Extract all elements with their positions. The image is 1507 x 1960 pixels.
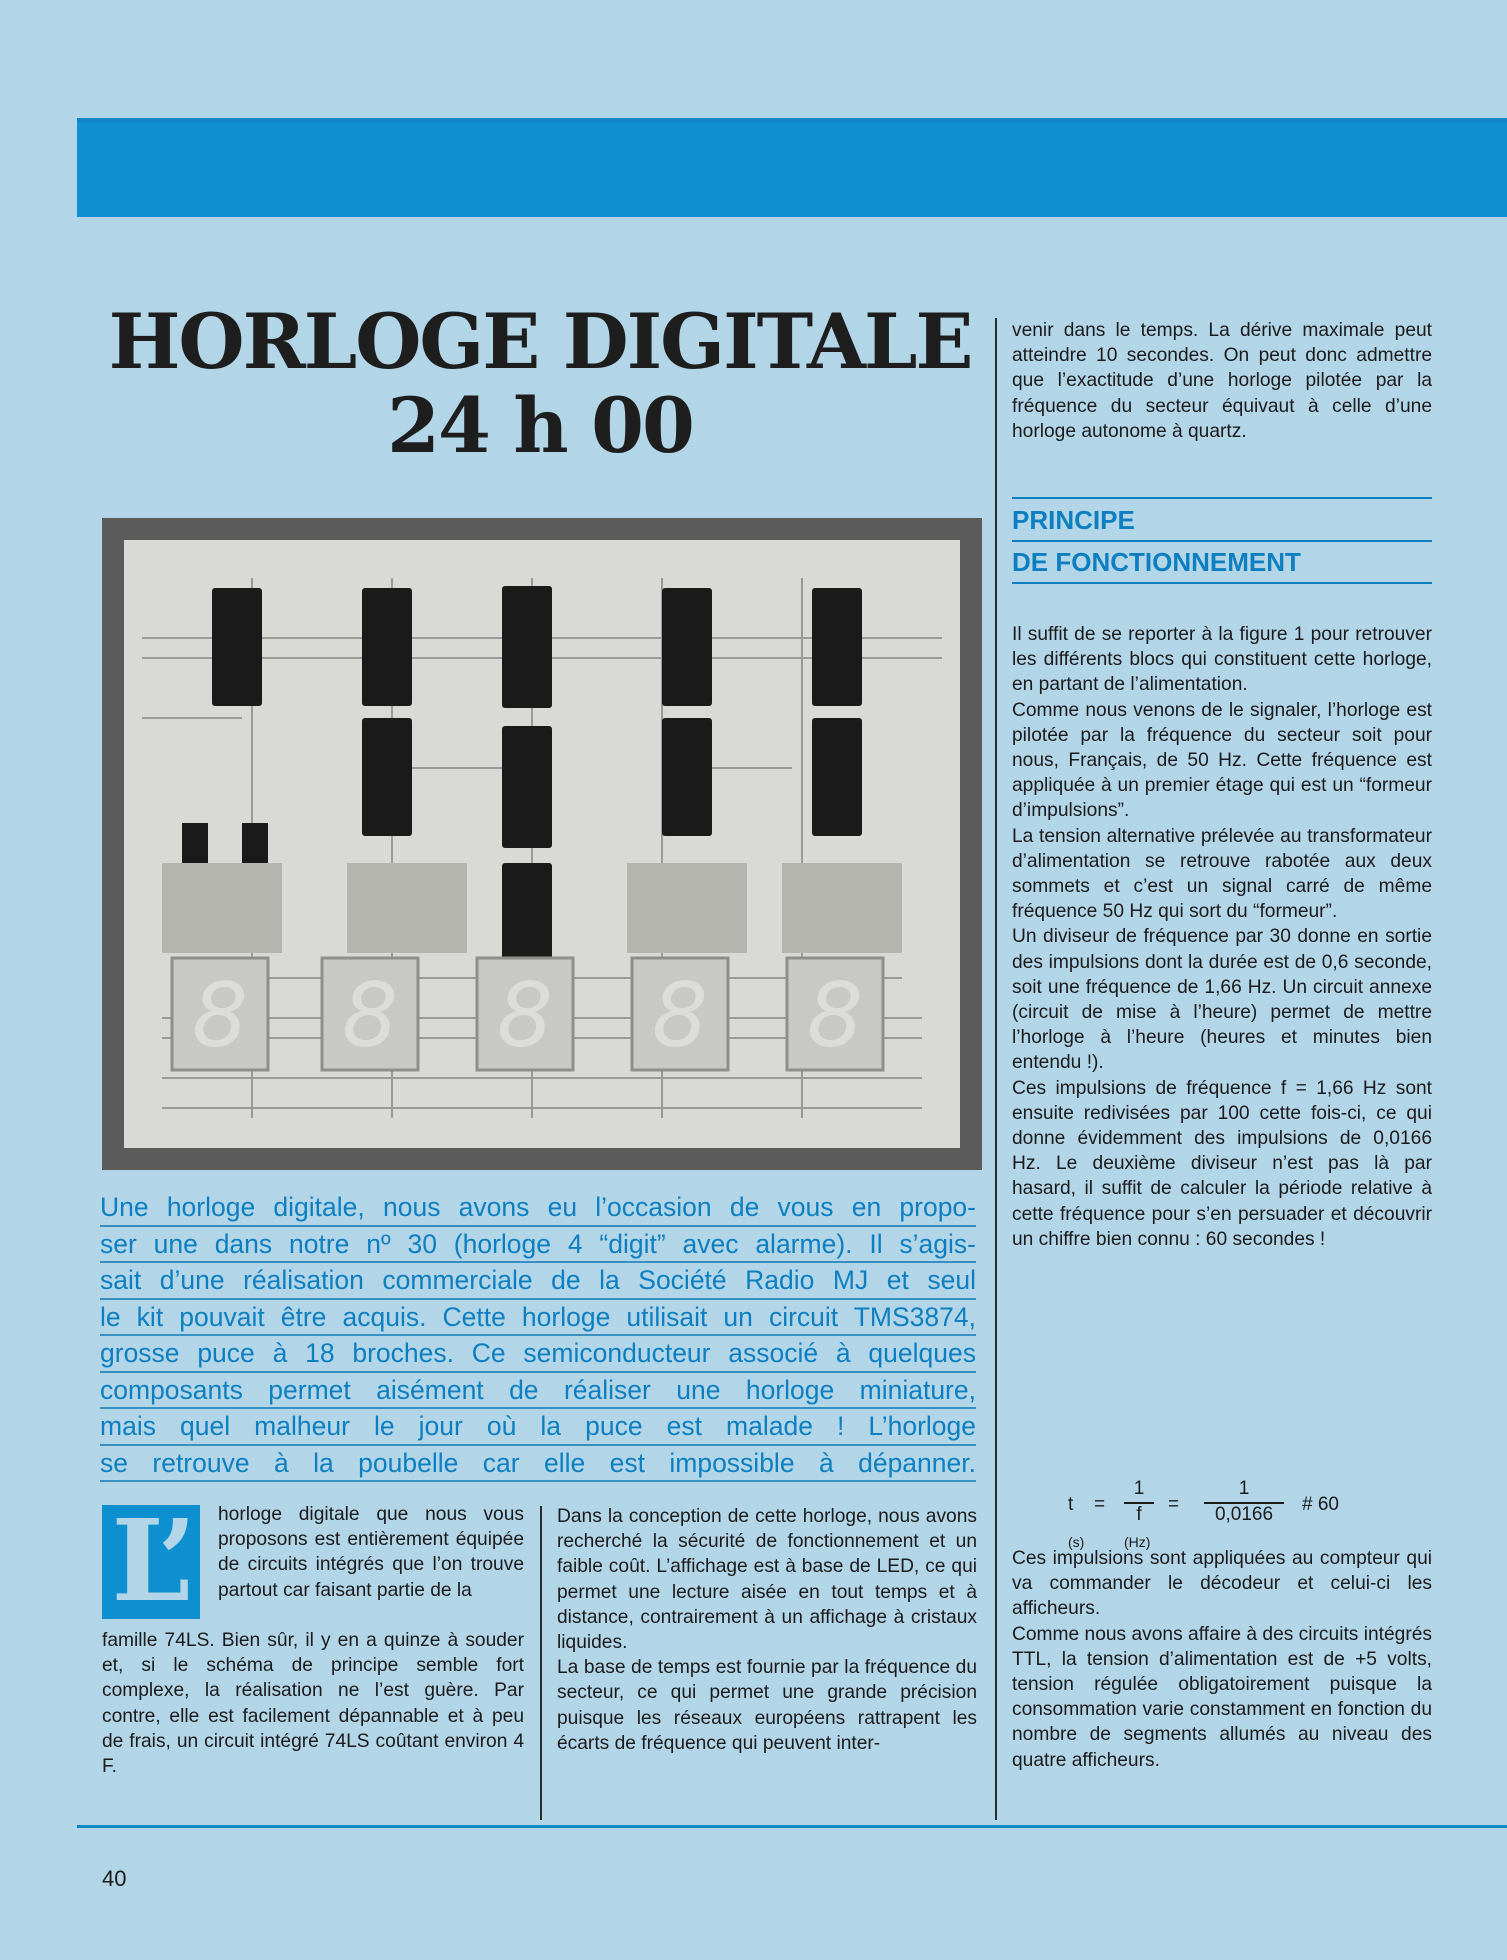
display-digit-5: 8 bbox=[807, 964, 863, 1067]
display-digit-4: 8 bbox=[652, 964, 708, 1067]
col3-end-text bbox=[1012, 1546, 1432, 1773]
col3-top-text bbox=[1012, 318, 1432, 444]
formula-num-1: 1 bbox=[1133, 1478, 1145, 1499]
heading-top-rule bbox=[1012, 497, 1432, 499]
col1-after: famille 74LS. Bien sûr, il y en a quinze à souder et, si le schéma de principe semble fort complexe, la réalisation ne l’est guère. Par contre, elle est facilement dépannable et à peu de frais, un circuit intégré 74LS coûtant environ 4 F. bbox=[102, 1630, 524, 1778]
lead-paragraph bbox=[100, 1190, 976, 1482]
page-number: 40 bbox=[102, 1866, 127, 1891]
period-formula bbox=[1068, 1478, 1398, 1548]
lead-line: se retrouve à la poubelle car elle est impossible à dépanner. bbox=[100, 1446, 976, 1483]
lead-line: sait d’une réalisation commerciale de la Société Radio MJ et seul bbox=[100, 1263, 976, 1300]
col3-top-paragraph: venir dans le temps. La dérive maximale peut atteindre 10 secondes. On peut donc admettre que l’exactitude d’une horloge pilotée par la fréquence du secteur équivaut à celle d’une horloge autonome à quartz. bbox=[1012, 320, 1432, 442]
display-digit-3: 8 bbox=[497, 964, 553, 1067]
circuit-board-photo bbox=[102, 518, 982, 1170]
formula-unit-s: (s) bbox=[1068, 1534, 1085, 1550]
col3-main-text bbox=[1012, 622, 1432, 1252]
col1-beside: horloge digitale que nous vous proposons est entièrement équipée de circuits intégrés que l’on trouve partout car faisant partie de la bbox=[218, 1504, 524, 1601]
column-divider-2 bbox=[995, 318, 997, 1820]
col3-end-paragraph: Comme nous avons affaire à des circuits intégrés TTL, la tension d’alimentation est de +5 volts, tension régulée obligatoirement puisque la consommation varie constamment en fonction du nombre de segments allumés au niveau des quatre afficheurs. bbox=[1012, 1623, 1432, 1771]
col1-intro-text bbox=[218, 1502, 524, 1603]
lead-line: composants permet aisément de réaliser une horloge miniature, bbox=[100, 1373, 976, 1410]
formula-unit-hz: (Hz) bbox=[1124, 1534, 1151, 1550]
title-line-2: 24 h 00 bbox=[387, 381, 693, 470]
col1-continuation bbox=[102, 1628, 524, 1779]
lead-line: mais quel malheur le jour où la puce est malade ! L’horloge bbox=[100, 1409, 976, 1446]
col3-paragraph: Ces impulsions de fréquence f = 1,66 Hz sont ensuite redivisées par 100 cette fois-ci, ce qui donne évidemment des impulsions de 0,0166 Hz. Le deuxième diviseur n’est pas là par hasard, il suffit de calculer la période relative à cette fréquence pour s’en persuader et découvrir un chiffre bien connu : 60 secondes ! bbox=[1012, 1077, 1432, 1250]
section-heading-line-1: PRINCIPE bbox=[1012, 500, 1432, 542]
bottom-rule bbox=[77, 1825, 1507, 1828]
lead-line: grosse puce à 18 broches. Ce semiconducteur associé à quelques bbox=[100, 1336, 976, 1373]
header-banner bbox=[77, 122, 1507, 217]
formula-den-2: 0,0166 bbox=[1214, 1504, 1274, 1525]
col2-paragraph: La base de temps est fournie par la fréquence du secteur, ce qui permet une grande précision puisque les réseaux européens rattrapent les écarts de fréquence qui peuvent inter- bbox=[557, 1657, 977, 1754]
formula-num-2: 1 bbox=[1238, 1478, 1250, 1499]
col3-paragraph: La tension alternative prélevée au transformateur d’alimentation se retrouve rabotée aux deux sommets et c’est un signal carré de même fréquence 50 Hz qui sort du “formeur”. bbox=[1012, 825, 1432, 923]
article-title bbox=[95, 297, 985, 470]
column-divider-1 bbox=[540, 1506, 542, 1820]
formula-equals-1: = bbox=[1094, 1494, 1106, 1515]
title-line-1: HORLOGE DIGITALE bbox=[108, 297, 972, 386]
col2-paragraph: Dans la conception de cette horloge, nous avons recherché la sécurité de fonctionnement et un faible coût. L’affichage est à base de LED, ce qui permet une lecture aisée en tout temps et à distance, contrairement à un affichage à cristaux liquides. bbox=[557, 1506, 977, 1654]
col3-paragraph: Comme nous venons de le signaler, l’horloge est pilotée par la fréquence du secteur soit pour nous, Français, de 50 Hz. Cette fréquence est appliquée à un premier étage qui est un “formeur d’impulsions”. bbox=[1012, 699, 1432, 822]
display-digit-2: 8 bbox=[342, 964, 398, 1067]
lead-line: le kit pouvait être acquis. Cette horloge utilisait un circuit TMS3874, bbox=[100, 1300, 976, 1337]
display-digit-1: 8 bbox=[192, 964, 248, 1067]
drop-cap: L’ bbox=[102, 1505, 200, 1619]
formula-equals-2: = bbox=[1168, 1494, 1180, 1515]
col3-end-paragraph: Ces impulsions sont appliquées au compteur qui va commander le décodeur et celui-ci les afficheurs. bbox=[1012, 1548, 1432, 1620]
lead-line: ser une dans notre nº 30 (horloge 4 “digit” avec alarme). Il s’agis- bbox=[100, 1227, 976, 1264]
lead-line: Une horloge digitale, nous avons eu l’occasion de vous en propo- bbox=[100, 1190, 976, 1227]
formula-t: t bbox=[1068, 1494, 1074, 1515]
formula-den-1: f bbox=[1136, 1504, 1142, 1525]
col3-paragraph: Un diviseur de fréquence par 30 donne en sortie des impulsions dont la durée est de 0,6 seconde, soit une fréquence de 1,66 Hz. Un circuit annexe (circuit de mise à l’heure) permet de mettre l’horloge à l’heure (heures et minutes bien entendu !). bbox=[1012, 926, 1432, 1074]
col2-text bbox=[557, 1504, 977, 1756]
section-heading-line-2: DE FONCTIONNEMENT bbox=[1012, 542, 1432, 584]
col3-paragraph: Il suffit de se reporter à la figure 1 pour retrouver les différents blocs qui constituent cette horloge, en partant de l’alimentation. bbox=[1012, 624, 1432, 696]
formula-approx: # 60 bbox=[1302, 1494, 1339, 1515]
